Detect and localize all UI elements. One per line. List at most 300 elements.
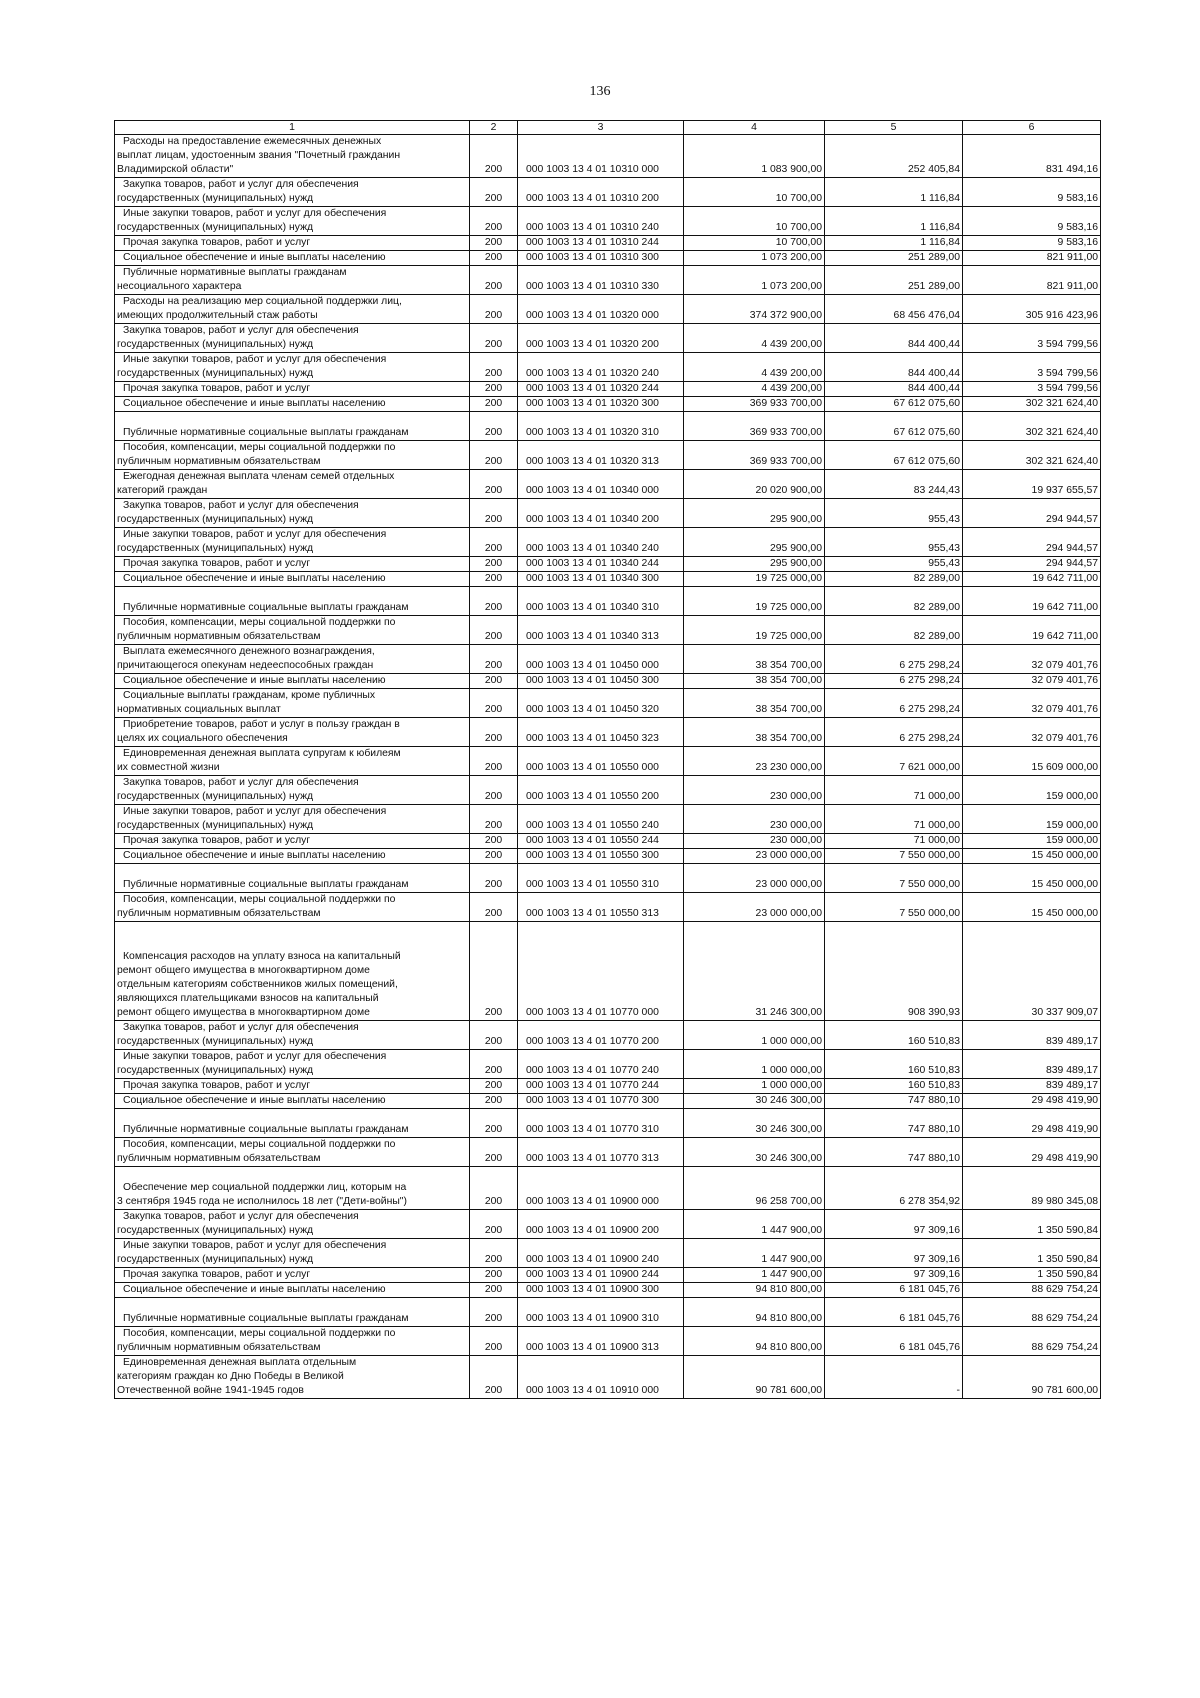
row-name-cell [115, 776, 470, 805]
row-name-line: Прочая закупка товаров, работ и услуг [123, 1080, 311, 1091]
classification-code-cell: 000 1003 13 4 01 10770 240 [518, 1050, 684, 1079]
row-name-cell [115, 1167, 470, 1210]
row-name-line [117, 587, 467, 601]
executed-amount-cell: 6 181 045,76 [825, 1327, 963, 1356]
row-name-cell [115, 689, 470, 718]
row-name-line: Иные закупки товаров, работ и услуг для обеспечения [123, 208, 387, 219]
line-code-cell: 200 [470, 1356, 518, 1399]
row-name-line: Расходы на реализацию мер социальной поддержки лиц, [123, 296, 402, 307]
table-row [115, 572, 1101, 587]
row-name-cell [115, 382, 470, 397]
line-code-cell: 200 [470, 922, 518, 1021]
table-row [115, 1239, 1101, 1268]
row-name-line [117, 412, 467, 426]
classification-code-cell: 000 1003 13 4 01 10310 200 [518, 178, 684, 207]
classification-code-cell: 000 1003 13 4 01 10900 000 [518, 1167, 684, 1210]
row-name-cell [115, 1298, 470, 1327]
row-name-cell [115, 441, 470, 470]
remaining-amount-cell: 839 489,17 [963, 1079, 1101, 1094]
remaining-amount-cell: 32 079 401,76 [963, 718, 1101, 747]
table-row [115, 674, 1101, 689]
column-header: 4 [684, 121, 825, 135]
row-name-line: Отечественной войне 1941-1945 годов [117, 1385, 304, 1396]
approved-amount-cell: 1 000 000,00 [684, 1079, 825, 1094]
row-name-line: публичным нормативным обязательствам [117, 908, 321, 919]
classification-code-cell: 000 1003 13 4 01 10310 244 [518, 236, 684, 251]
classification-code-cell: 000 1003 13 4 01 10900 240 [518, 1239, 684, 1268]
approved-amount-cell: 94 810 800,00 [684, 1298, 825, 1327]
remaining-amount-cell: 3 594 799,56 [963, 382, 1101, 397]
executed-amount-cell: 908 390,93 [825, 922, 963, 1021]
row-name-line: государственных (муниципальных) нужд [117, 1065, 314, 1076]
classification-code-cell: 000 1003 13 4 01 10450 000 [518, 645, 684, 674]
remaining-amount-cell: 3 594 799,56 [963, 353, 1101, 382]
executed-amount-cell: 844 400,44 [825, 382, 963, 397]
executed-amount-cell: 252 405,84 [825, 135, 963, 178]
row-name-cell [115, 864, 470, 893]
approved-amount-cell: 94 810 800,00 [684, 1283, 825, 1298]
remaining-amount-cell: 159 000,00 [963, 805, 1101, 834]
remaining-amount-cell: 159 000,00 [963, 776, 1101, 805]
line-code-cell: 200 [470, 1138, 518, 1167]
row-name-line: отдельным категориям собственников жилых помещений, [117, 979, 398, 990]
budget-table [114, 120, 1101, 1399]
row-name-cell [115, 718, 470, 747]
row-name-cell [115, 805, 470, 834]
row-name-line: Публичные нормативные социальные выплаты гражданам [123, 427, 409, 438]
row-name-line: Прочая закупка товаров, работ и услуг [123, 1269, 311, 1280]
remaining-amount-cell: 19 642 711,00 [963, 587, 1101, 616]
remaining-amount-cell: 29 498 419,90 [963, 1138, 1101, 1167]
executed-amount-cell: 67 612 075,60 [825, 441, 963, 470]
classification-code-cell: 000 1003 13 4 01 10550 244 [518, 834, 684, 849]
line-code-cell: 200 [470, 1021, 518, 1050]
row-name-line: Социальное обеспечение и иные выплаты населению [123, 252, 386, 263]
row-name-cell [115, 178, 470, 207]
table-row [115, 528, 1101, 557]
row-name-line: государственных (муниципальных) нужд [117, 1254, 314, 1265]
executed-amount-cell: 6 275 298,24 [825, 645, 963, 674]
line-code-cell: 200 [470, 499, 518, 528]
approved-amount-cell: 1 073 200,00 [684, 251, 825, 266]
remaining-amount-cell: 839 489,17 [963, 1050, 1101, 1079]
row-name-line: Публичные нормативные выплаты гражданам [123, 267, 347, 278]
table-row [115, 616, 1101, 645]
row-name-line [117, 1109, 467, 1123]
approved-amount-cell: 31 246 300,00 [684, 922, 825, 1021]
line-code-cell: 200 [470, 587, 518, 616]
classification-code-cell: 000 1003 13 4 01 10550 000 [518, 747, 684, 776]
row-name-line: 3 сентября 1945 года не исполнилось 18 лет ("Дети-войны") [117, 1196, 407, 1207]
row-name-line: Иные закупки товаров, работ и услуг для обеспечения [123, 806, 387, 817]
executed-amount-cell: 1 116,84 [825, 207, 963, 236]
classification-code-cell: 000 1003 13 4 01 10320 240 [518, 353, 684, 382]
remaining-amount-cell: 1 350 590,84 [963, 1210, 1101, 1239]
approved-amount-cell: 19 725 000,00 [684, 587, 825, 616]
approved-amount-cell: 4 439 200,00 [684, 382, 825, 397]
row-name-line: публичным нормативным обязательствам [117, 1153, 321, 1164]
approved-amount-cell: 369 933 700,00 [684, 441, 825, 470]
approved-amount-cell: 20 020 900,00 [684, 470, 825, 499]
row-name-cell [115, 849, 470, 864]
classification-code-cell: 000 1003 13 4 01 10550 300 [518, 849, 684, 864]
approved-amount-cell: 1 447 900,00 [684, 1210, 825, 1239]
approved-amount-cell: 10 700,00 [684, 207, 825, 236]
row-name-cell [115, 1268, 470, 1283]
line-code-cell: 200 [470, 295, 518, 324]
remaining-amount-cell: 29 498 419,90 [963, 1109, 1101, 1138]
remaining-amount-cell: 32 079 401,76 [963, 689, 1101, 718]
approved-amount-cell: 38 354 700,00 [684, 674, 825, 689]
row-name-line: Закупка товаров, работ и услуг для обеспечения [123, 179, 359, 190]
row-name-line: Социальное обеспечение и иные выплаты населению [123, 850, 386, 861]
approved-amount-cell: 4 439 200,00 [684, 353, 825, 382]
remaining-amount-cell: 9 583,16 [963, 236, 1101, 251]
executed-amount-cell: 747 880,10 [825, 1109, 963, 1138]
row-name-cell [115, 572, 470, 587]
approved-amount-cell: 23 000 000,00 [684, 864, 825, 893]
classification-code-cell: 000 1003 13 4 01 10310 300 [518, 251, 684, 266]
line-code-cell: 200 [470, 805, 518, 834]
row-name-line: категориям граждан ко Дню Победы в Великой [117, 1371, 344, 1382]
line-code-cell: 200 [470, 412, 518, 441]
row-name-line: Иные закупки товаров, работ и услуг для обеспечения [123, 1051, 387, 1062]
row-name-cell [115, 499, 470, 528]
approved-amount-cell: 295 900,00 [684, 528, 825, 557]
row-name-cell [115, 397, 470, 412]
approved-amount-cell: 1 000 000,00 [684, 1021, 825, 1050]
row-name-line [117, 864, 467, 878]
executed-amount-cell: 83 244,43 [825, 470, 963, 499]
classification-code-cell: 000 1003 13 4 01 10550 200 [518, 776, 684, 805]
remaining-amount-cell: 15 609 000,00 [963, 747, 1101, 776]
classification-code-cell: 000 1003 13 4 01 10550 313 [518, 893, 684, 922]
row-name-line: государственных (муниципальных) нужд [117, 820, 314, 831]
executed-amount-cell: 6 275 298,24 [825, 674, 963, 689]
row-name-line: Социальное обеспечение и иные выплаты населению [123, 675, 386, 686]
approved-amount-cell: 1 073 200,00 [684, 266, 825, 295]
classification-code-cell: 000 1003 13 4 01 10550 310 [518, 864, 684, 893]
approved-amount-cell: 1 083 900,00 [684, 135, 825, 178]
remaining-amount-cell: 19 642 711,00 [963, 572, 1101, 587]
row-name-cell [115, 747, 470, 776]
row-name-cell [115, 1283, 470, 1298]
row-name-line: Единовременная денежная выплата супругам к юбилеям [123, 748, 401, 759]
table-row [115, 1050, 1101, 1079]
executed-amount-cell: - [825, 1356, 963, 1399]
row-name-line: государственных (муниципальных) нужд [117, 1225, 314, 1236]
approved-amount-cell: 374 372 900,00 [684, 295, 825, 324]
row-name-cell [115, 1327, 470, 1356]
executed-amount-cell: 82 289,00 [825, 572, 963, 587]
remaining-amount-cell: 3 594 799,56 [963, 324, 1101, 353]
column-header: 3 [518, 121, 684, 135]
table-row [115, 441, 1101, 470]
row-name-cell [115, 1050, 470, 1079]
approved-amount-cell: 1 447 900,00 [684, 1239, 825, 1268]
table-row [115, 295, 1101, 324]
remaining-amount-cell: 302 321 624,40 [963, 412, 1101, 441]
row-name-cell [115, 674, 470, 689]
row-name-cell [115, 1239, 470, 1268]
row-name-cell [115, 587, 470, 616]
line-code-cell: 200 [470, 747, 518, 776]
classification-code-cell: 000 1003 13 4 01 10770 000 [518, 922, 684, 1021]
approved-amount-cell: 30 246 300,00 [684, 1109, 825, 1138]
approved-amount-cell: 23 000 000,00 [684, 893, 825, 922]
remaining-amount-cell: 294 944,57 [963, 528, 1101, 557]
executed-amount-cell: 844 400,44 [825, 324, 963, 353]
remaining-amount-cell: 1 350 590,84 [963, 1268, 1101, 1283]
executed-amount-cell: 71 000,00 [825, 776, 963, 805]
classification-code-cell: 000 1003 13 4 01 10910 000 [518, 1356, 684, 1399]
classification-code-cell: 000 1003 13 4 01 10310 240 [518, 207, 684, 236]
table-row [115, 324, 1101, 353]
executed-amount-cell: 955,43 [825, 528, 963, 557]
row-name-line: Социальные выплаты гражданам, кроме публичных [123, 690, 376, 701]
remaining-amount-cell: 302 321 624,40 [963, 397, 1101, 412]
row-name-line: государственных (муниципальных) нужд [117, 543, 314, 554]
table-row [115, 834, 1101, 849]
executed-amount-cell: 71 000,00 [825, 834, 963, 849]
classification-code-cell: 000 1003 13 4 01 10900 300 [518, 1283, 684, 1298]
remaining-amount-cell: 294 944,57 [963, 499, 1101, 528]
header-row [115, 121, 1101, 135]
row-name-line: Прочая закупка товаров, работ и услуг [123, 558, 311, 569]
row-name-line: Расходы на предоставление ежемесячных денежных [123, 136, 382, 147]
approved-amount-cell: 30 246 300,00 [684, 1094, 825, 1109]
classification-code-cell: 000 1003 13 4 01 10340 240 [518, 528, 684, 557]
line-code-cell: 200 [470, 1050, 518, 1079]
remaining-amount-cell: 1 350 590,84 [963, 1239, 1101, 1268]
remaining-amount-cell: 15 450 000,00 [963, 864, 1101, 893]
line-code-cell: 200 [470, 397, 518, 412]
line-code-cell: 200 [470, 1283, 518, 1298]
executed-amount-cell: 6 181 045,76 [825, 1298, 963, 1327]
row-name-line: Прочая закупка товаров, работ и услуг [123, 835, 311, 846]
approved-amount-cell: 96 258 700,00 [684, 1167, 825, 1210]
row-name-line: ремонт общего имущества в многоквартирном доме [117, 1007, 370, 1018]
table-row [115, 922, 1101, 1021]
approved-amount-cell: 90 781 600,00 [684, 1356, 825, 1399]
table-row [115, 412, 1101, 441]
row-name-cell [115, 1079, 470, 1094]
approved-amount-cell: 230 000,00 [684, 805, 825, 834]
row-name-line: государственных (муниципальных) нужд [117, 339, 314, 350]
row-name-cell [115, 893, 470, 922]
executed-amount-cell: 160 510,83 [825, 1021, 963, 1050]
row-name-cell [115, 616, 470, 645]
row-name-line: Социальное обеспечение и иные выплаты населению [123, 573, 386, 584]
row-name-cell [115, 645, 470, 674]
executed-amount-cell: 7 550 000,00 [825, 893, 963, 922]
executed-amount-cell: 82 289,00 [825, 616, 963, 645]
row-name-line: Социальное обеспечение и иные выплаты населению [123, 1095, 386, 1106]
remaining-amount-cell: 88 629 754,24 [963, 1283, 1101, 1298]
row-name-line: их совместной жизни [117, 762, 220, 773]
line-code-cell: 200 [470, 324, 518, 353]
line-code-cell: 200 [470, 718, 518, 747]
row-name-cell [115, 1138, 470, 1167]
classification-code-cell: 000 1003 13 4 01 10320 310 [518, 412, 684, 441]
row-name-line: Социальное обеспечение и иные выплаты населению [123, 1284, 386, 1295]
remaining-amount-cell: 9 583,16 [963, 178, 1101, 207]
row-name-line: причитающегося опекунам недееспособных граждан [117, 660, 374, 671]
executed-amount-cell: 6 278 354,92 [825, 1167, 963, 1210]
row-name-cell [115, 922, 470, 1021]
remaining-amount-cell: 29 498 419,90 [963, 1094, 1101, 1109]
table-row [115, 587, 1101, 616]
line-code-cell: 200 [470, 178, 518, 207]
classification-code-cell: 000 1003 13 4 01 10320 000 [518, 295, 684, 324]
row-name-line [117, 1167, 467, 1181]
approved-amount-cell: 10 700,00 [684, 236, 825, 251]
executed-amount-cell: 747 880,10 [825, 1094, 963, 1109]
row-name-line: нормативных социальных выплат [117, 704, 281, 715]
row-name-line: публичным нормативным обязательствам [117, 631, 321, 642]
line-code-cell: 200 [470, 236, 518, 251]
row-name-line: Обеспечение мер социальной поддержки лиц, которым на [123, 1182, 407, 1193]
table-row [115, 1167, 1101, 1210]
classification-code-cell: 000 1003 13 4 01 10340 244 [518, 557, 684, 572]
row-name-cell [115, 236, 470, 251]
row-name-cell [115, 1094, 470, 1109]
classification-code-cell: 000 1003 13 4 01 10900 200 [518, 1210, 684, 1239]
table-row [115, 864, 1101, 893]
executed-amount-cell: 955,43 [825, 499, 963, 528]
table-row [115, 776, 1101, 805]
remaining-amount-cell: 88 629 754,24 [963, 1327, 1101, 1356]
classification-code-cell: 000 1003 13 4 01 10770 313 [518, 1138, 684, 1167]
row-name-cell [115, 528, 470, 557]
row-name-cell [115, 1210, 470, 1239]
line-code-cell: 200 [470, 1079, 518, 1094]
line-code-cell: 200 [470, 864, 518, 893]
classification-code-cell: 000 1003 13 4 01 10770 200 [518, 1021, 684, 1050]
row-name-line: Иные закупки товаров, работ и услуг для обеспечения [123, 354, 387, 365]
table-row [115, 1138, 1101, 1167]
row-name-cell [115, 251, 470, 266]
approved-amount-cell: 4 439 200,00 [684, 324, 825, 353]
classification-code-cell: 000 1003 13 4 01 10320 313 [518, 441, 684, 470]
row-name-line: категорий граждан [117, 485, 208, 496]
row-name-line: государственных (муниципальных) нужд [117, 368, 314, 379]
row-name-line: Единовременная денежная выплата отдельным [123, 1357, 357, 1368]
line-code-cell: 200 [470, 893, 518, 922]
classification-code-cell: 000 1003 13 4 01 10450 320 [518, 689, 684, 718]
table-row [115, 747, 1101, 776]
row-name-line: Публичные нормативные социальные выплаты гражданам [123, 1124, 409, 1135]
executed-amount-cell: 7 621 000,00 [825, 747, 963, 776]
classification-code-cell: 000 1003 13 4 01 10340 313 [518, 616, 684, 645]
row-name-cell [115, 266, 470, 295]
table-row [115, 1327, 1101, 1356]
row-name-line: Закупка товаров, работ и услуг для обеспечения [123, 777, 359, 788]
executed-amount-cell: 67 612 075,60 [825, 412, 963, 441]
line-code-cell: 200 [470, 616, 518, 645]
column-header: 6 [963, 121, 1101, 135]
executed-amount-cell: 6 181 045,76 [825, 1283, 963, 1298]
row-name-line: Иные закупки товаров, работ и услуг для обеспечения [123, 529, 387, 540]
row-name-line [117, 936, 467, 950]
row-name-line: Пособия, компенсации, меры социальной поддержки по [123, 442, 396, 453]
remaining-amount-cell: 32 079 401,76 [963, 674, 1101, 689]
table-row [115, 236, 1101, 251]
approved-amount-cell: 369 933 700,00 [684, 412, 825, 441]
approved-amount-cell: 295 900,00 [684, 557, 825, 572]
table-row [115, 266, 1101, 295]
executed-amount-cell: 97 309,16 [825, 1239, 963, 1268]
row-name-line: Публичные нормативные социальные выплаты гражданам [123, 602, 409, 613]
row-name-line: Иные закупки товаров, работ и услуг для обеспечения [123, 1240, 387, 1251]
classification-code-cell: 000 1003 13 4 01 10770 244 [518, 1079, 684, 1094]
row-name-line: Закупка товаров, работ и услуг для обеспечения [123, 325, 359, 336]
row-name-cell [115, 1109, 470, 1138]
remaining-amount-cell: 15 450 000,00 [963, 893, 1101, 922]
classification-code-cell: 000 1003 13 4 01 10550 240 [518, 805, 684, 834]
row-name-line: Закупка товаров, работ и услуг для обеспечения [123, 1022, 359, 1033]
line-code-cell: 200 [470, 1268, 518, 1283]
row-name-cell [115, 353, 470, 382]
executed-amount-cell: 97 309,16 [825, 1210, 963, 1239]
executed-amount-cell: 7 550 000,00 [825, 849, 963, 864]
executed-amount-cell: 6 275 298,24 [825, 718, 963, 747]
remaining-amount-cell: 821 911,00 [963, 251, 1101, 266]
executed-amount-cell: 251 289,00 [825, 251, 963, 266]
row-name-line: Закупка товаров, работ и услуг для обеспечения [123, 1211, 359, 1222]
column-header: 5 [825, 121, 963, 135]
row-name-line: Прочая закупка товаров, работ и услуг [123, 237, 311, 248]
row-name-cell [115, 135, 470, 178]
line-code-cell: 200 [470, 353, 518, 382]
classification-code-cell: 000 1003 13 4 01 10900 310 [518, 1298, 684, 1327]
executed-amount-cell: 67 612 075,60 [825, 397, 963, 412]
row-name-line: Владимирской области" [117, 164, 234, 175]
table-row [115, 1094, 1101, 1109]
table-row [115, 557, 1101, 572]
row-name-line: публичным нормативным обязательствам [117, 1342, 321, 1353]
table-row [115, 207, 1101, 236]
row-name-line: ремонт общего имущества в многоквартирном доме [117, 965, 370, 976]
row-name-cell [115, 207, 470, 236]
line-code-cell: 200 [470, 470, 518, 499]
classification-code-cell: 000 1003 13 4 01 10340 310 [518, 587, 684, 616]
line-code-cell: 200 [470, 251, 518, 266]
row-name-line: Пособия, компенсации, меры социальной поддержки по [123, 1328, 396, 1339]
executed-amount-cell: 1 116,84 [825, 236, 963, 251]
line-code-cell: 200 [470, 135, 518, 178]
row-name-line: Прочая закупка товаров, работ и услуг [123, 383, 311, 394]
remaining-amount-cell: 821 911,00 [963, 266, 1101, 295]
executed-amount-cell: 1 116,84 [825, 178, 963, 207]
row-name-line: Пособия, компенсации, меры социальной поддержки по [123, 894, 396, 905]
remaining-amount-cell: 30 337 909,07 [963, 922, 1101, 1021]
row-name-cell [115, 557, 470, 572]
row-name-line: Ежегодная денежная выплата членам семей отдельных [123, 471, 395, 482]
executed-amount-cell: 68 456 476,04 [825, 295, 963, 324]
row-name-line: имеющих продолжительный стаж работы [117, 310, 318, 321]
classification-code-cell: 000 1003 13 4 01 10310 000 [518, 135, 684, 178]
approved-amount-cell: 38 354 700,00 [684, 718, 825, 747]
row-name-line: Социальное обеспечение и иные выплаты населению [123, 398, 386, 409]
row-name-line: Пособия, компенсации, меры социальной поддержки по [123, 617, 396, 628]
classification-code-cell: 000 1003 13 4 01 10310 330 [518, 266, 684, 295]
table-row [115, 178, 1101, 207]
line-code-cell: 200 [470, 1239, 518, 1268]
line-code-cell: 200 [470, 849, 518, 864]
line-code-cell: 200 [470, 1167, 518, 1210]
remaining-amount-cell: 9 583,16 [963, 207, 1101, 236]
